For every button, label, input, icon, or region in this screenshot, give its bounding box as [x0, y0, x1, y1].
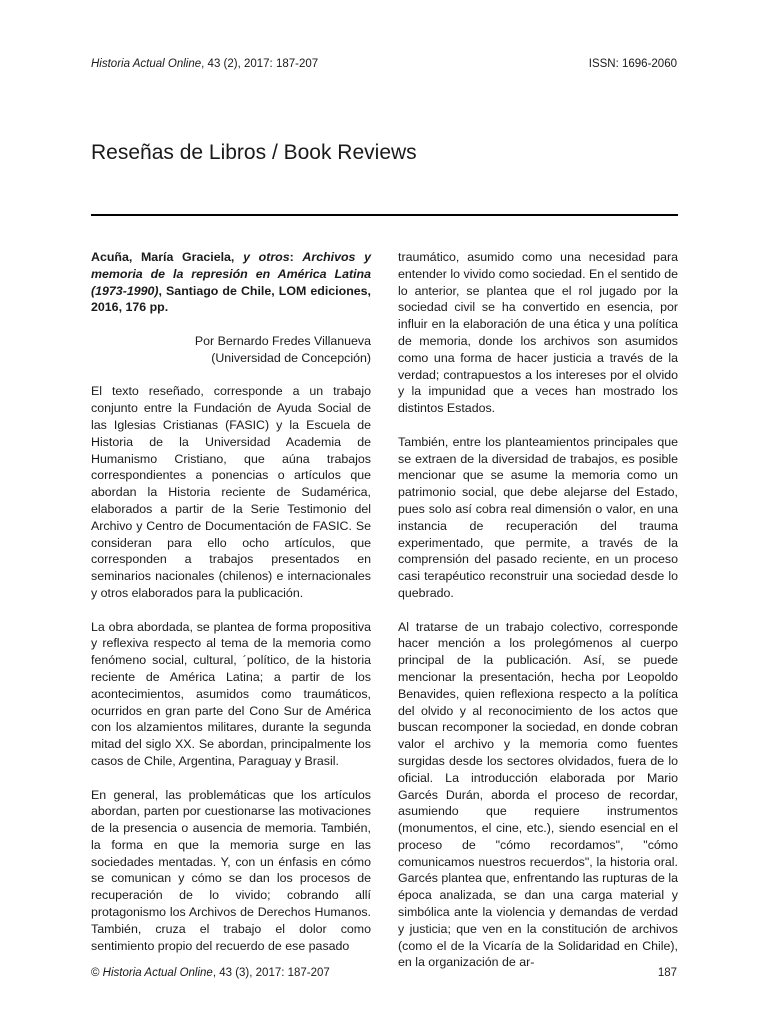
- book-author: Acuña, María Graciela,: [91, 250, 244, 264]
- footer-journal-name: Historia Actual Online: [102, 967, 213, 979]
- paragraph: La obra abordada, se plantea de forma propositiva y reflexiva respecto al tema de la memoria como fenómeno social, cultural, ´político, de la historia reciente de América Latina; a partir de los acontecimientos, asumidos como traumáticos, ocurridos en gran parte del Cono Sur de América con los alzamientos militares, durante la segunda mitad del siglo XX. Se abordan, principalmente los casos de Chile, Argentina, Paraguay y Brasil.: [91, 619, 371, 768]
- book-et-al: y otros: [243, 250, 290, 264]
- paragraph: También, entre los planteamientos principales que se extraen de la diversidad de trabajos, es posible mencionar que se asume la memoria como un patrimonio social, que debe alejarse del Estado, pues solo así cobra real dimensión o valor, en una instancia de recuperación del trauma experimentado, que permite, a través de la comprensión del pasado reciente, en un proceso casi terapéutico reconstruir una sociedad desde lo quebrado.: [398, 434, 678, 600]
- reviewer-affiliation: (Universidad de Concepción): [211, 350, 371, 365]
- left-column: [91, 249, 371, 954]
- header-issn: ISSN: 1696-2060: [588, 58, 677, 70]
- page-number: 187: [657, 967, 677, 979]
- reviewer-byline: [91, 333, 371, 367]
- section-title: Reseñas de Libros / Book Reviews: [91, 141, 417, 164]
- paragraph: Al tratarse de un trabajo colectivo, corresponde hacer mención a los prolegómenos al cuerpo principal de la publicación. Así, se puede mencionar la presentación, hecha por Leopoldo Benavides, quien reflexiona respecto a la política del olvido y al reconocimiento de los actos que buscan recomponer la sociedad, en donde cobran valor el archivo y la memoria como fuentes surgidas desde los sectores olvidados, fuera de lo oficial. La introducción elaborada por Mario Garcés Durán, aborda el proceso de recordar, asumiendo que requiere instrumentos (monumentos, el cine, etc.), siendo esencial en el proceso de "cómo recordamos", "cómo comunicamos nuestros recuerdos", la historia oral. Garcés plantea que, enfrentando las rupturas de la época analizada, se dan una carga material y simbólica ante la violencia y demandas de verdad y justicia; que ven en la constitución de archivos (como el de la Vicaría de la Solidaridad en Chile), en la organización de ar-: [398, 619, 678, 970]
- right-column: [398, 249, 678, 971]
- header-citation: [91, 58, 318, 70]
- book-citation: [91, 249, 371, 316]
- footer-citation: [91, 967, 330, 979]
- section-divider: [91, 214, 678, 216]
- paragraph: En general, las problemáticas que los artículos abordan, parten por cuestionarse las motivaciones de la presencia o ausencia de memoria. También, la forma en que la memoria surge en las sociedades mentadas. Y, con un énfasis en cómo se comunican y cómo se dan los procesos de recuperación de lo vivido; cobrando allí protagonismo los Archivos de Derechos Humanos. También, cruza el trabajo el dolor como sentimiento propio del recuerdo de ese pasado: [91, 787, 371, 953]
- footer-copyright: ©: [91, 967, 103, 979]
- paragraph: El texto reseñado, corresponde a un trabajo conjunto entre la Fundación de Ayuda Social de las Iglesias Cristianas (FASIC) y la Escuela de Historia de la Universidad Academia de Humanismo Cristiano, que aúna trabajos correspondientes a ponencias o artículos que abordan la Historia reciente de Sudamérica, elaborados a partir de la Serie Testimonio del Archivo y Centro de Documentación de FASIC. Se consideran para ello ocho artículos, que corresponden a trabajos presentados en seminarios nacionales (chilenos) e internacionales y otros elaborados para la publicación.: [91, 384, 371, 600]
- paragraph: traumático, asumido como una necesidad para entender lo vivido como sociedad. En el sentido de lo anterior, se plantea que el rol jugado por la sociedad civil se ha convertido en esencia, por influir en la elaboración de una ética y una política de memoria, donde los archivos son asumidos como una forma de hacer justicia a través de la verdad; contrapuestos a los intereses por el olvido y la impunidad que a veces han mostrado los distintos Estados.: [398, 250, 678, 416]
- book-title: Archivos y memoria de la represión en América Latina (1973-1990): [91, 250, 372, 298]
- footer-issue: , 43 (3), 2017: 187-207: [212, 967, 330, 979]
- book-colon: :: [289, 250, 303, 264]
- header-journal-name: Historia Actual Online: [91, 58, 202, 70]
- book-publisher: , Santiago de Chile, LOM ediciones, 2016, 176 pp.: [91, 283, 371, 315]
- reviewer-name: Por Bernardo Fredes Villanueva: [194, 333, 371, 348]
- header-issue: , 43 (2), 2017: 187-207: [201, 58, 319, 70]
